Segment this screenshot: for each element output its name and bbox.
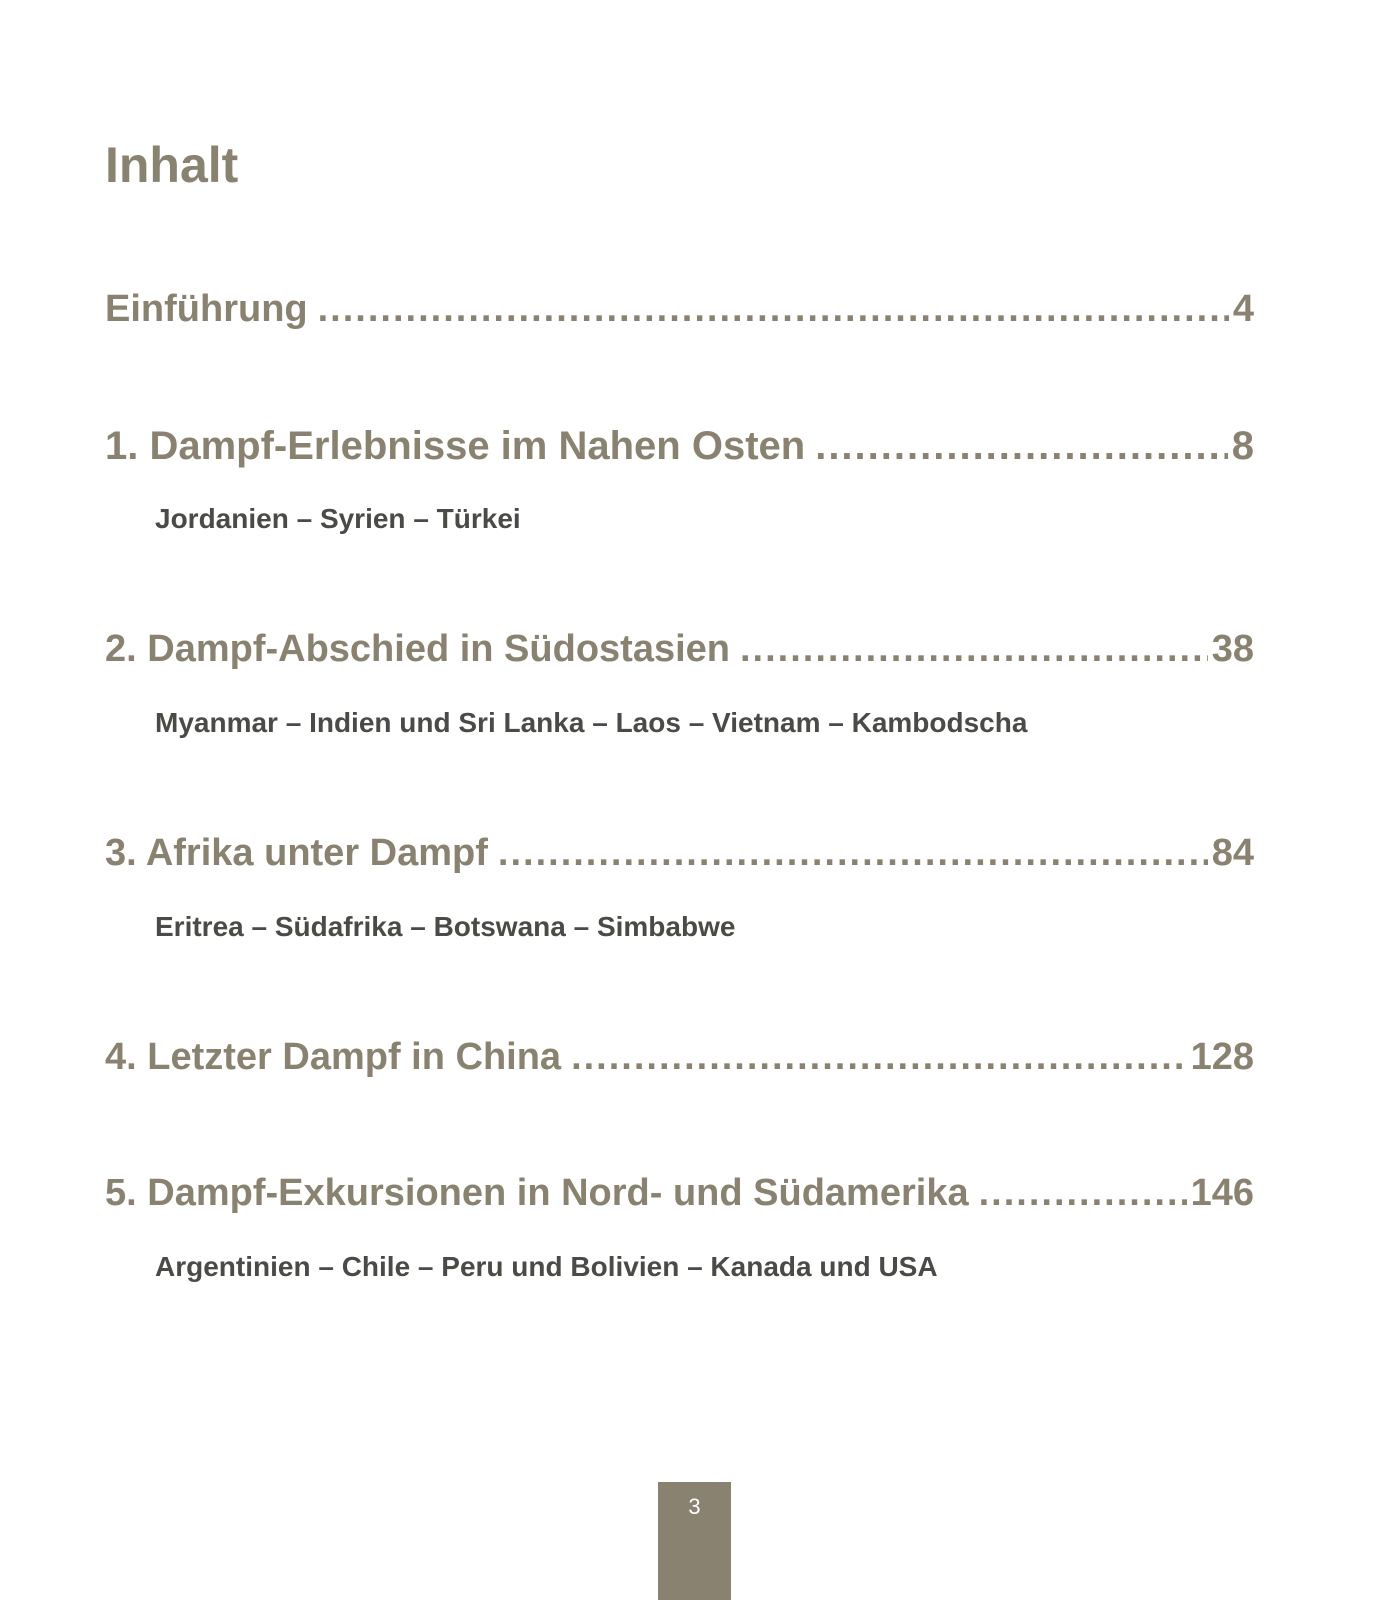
toc-dot-leader <box>498 832 1208 876</box>
toc-entry-introduction[interactable] <box>105 288 1254 332</box>
toc-dot-leader <box>571 1036 1187 1080</box>
toc-dot-leader <box>979 1172 1187 1216</box>
toc-entry-chapter-5[interactable] <box>105 1172 1254 1216</box>
toc-entry-chapter-2[interactable] <box>105 628 1254 672</box>
toc-entry-subtitle: Jordanien – Syrien – Türkei <box>155 503 521 534</box>
toc-entry-label: Einführung <box>105 288 308 330</box>
toc-page-number: 8 <box>1231 424 1254 468</box>
toc-entry-label: 2. Dampf-Abschied in Südostasien <box>105 628 730 670</box>
toc-entry-label: 4. Letzter Dampf in China <box>105 1036 562 1078</box>
toc-page-number: 38 <box>1211 628 1254 670</box>
toc-page-number: 128 <box>1190 1036 1254 1078</box>
toc-dot-leader <box>318 288 1229 332</box>
toc-entry-label: 3. Afrika unter Dampf <box>105 832 488 874</box>
toc-dot-leader <box>815 423 1228 469</box>
toc-entry-chapter-3[interactable] <box>105 832 1254 876</box>
toc-entry-label: 5. Dampf-Exkursionen in Nord- und Südamerika <box>105 1172 969 1214</box>
toc-entry-subtitle: Eritrea – Südafrika – Botswana – Simbabwe <box>155 911 736 942</box>
toc-entry-label: 1. Dampf-Erlebnisse im Nahen Osten <box>105 424 806 468</box>
toc-entry-chapter-4[interactable] <box>105 1036 1254 1080</box>
toc-page-number: 146 <box>1190 1172 1254 1214</box>
page-number: 3 <box>688 1494 701 1519</box>
toc-entry-subtitle: Myanmar – Indien und Sri Lanka – Laos – Vietnam – Kambodscha <box>155 707 1028 738</box>
toc-entry-subtitle: Argentinien – Chile – Peru und Bolivien – Kanada und USA <box>155 1251 938 1282</box>
page-number-tab <box>658 1482 731 1600</box>
toc-dot-leader <box>740 628 1208 672</box>
toc-page-number: 4 <box>1232 288 1254 330</box>
page-title: Inhalt <box>105 137 239 193</box>
toc-page-number: 84 <box>1211 832 1254 874</box>
toc-entry-chapter-1[interactable] <box>105 423 1254 469</box>
